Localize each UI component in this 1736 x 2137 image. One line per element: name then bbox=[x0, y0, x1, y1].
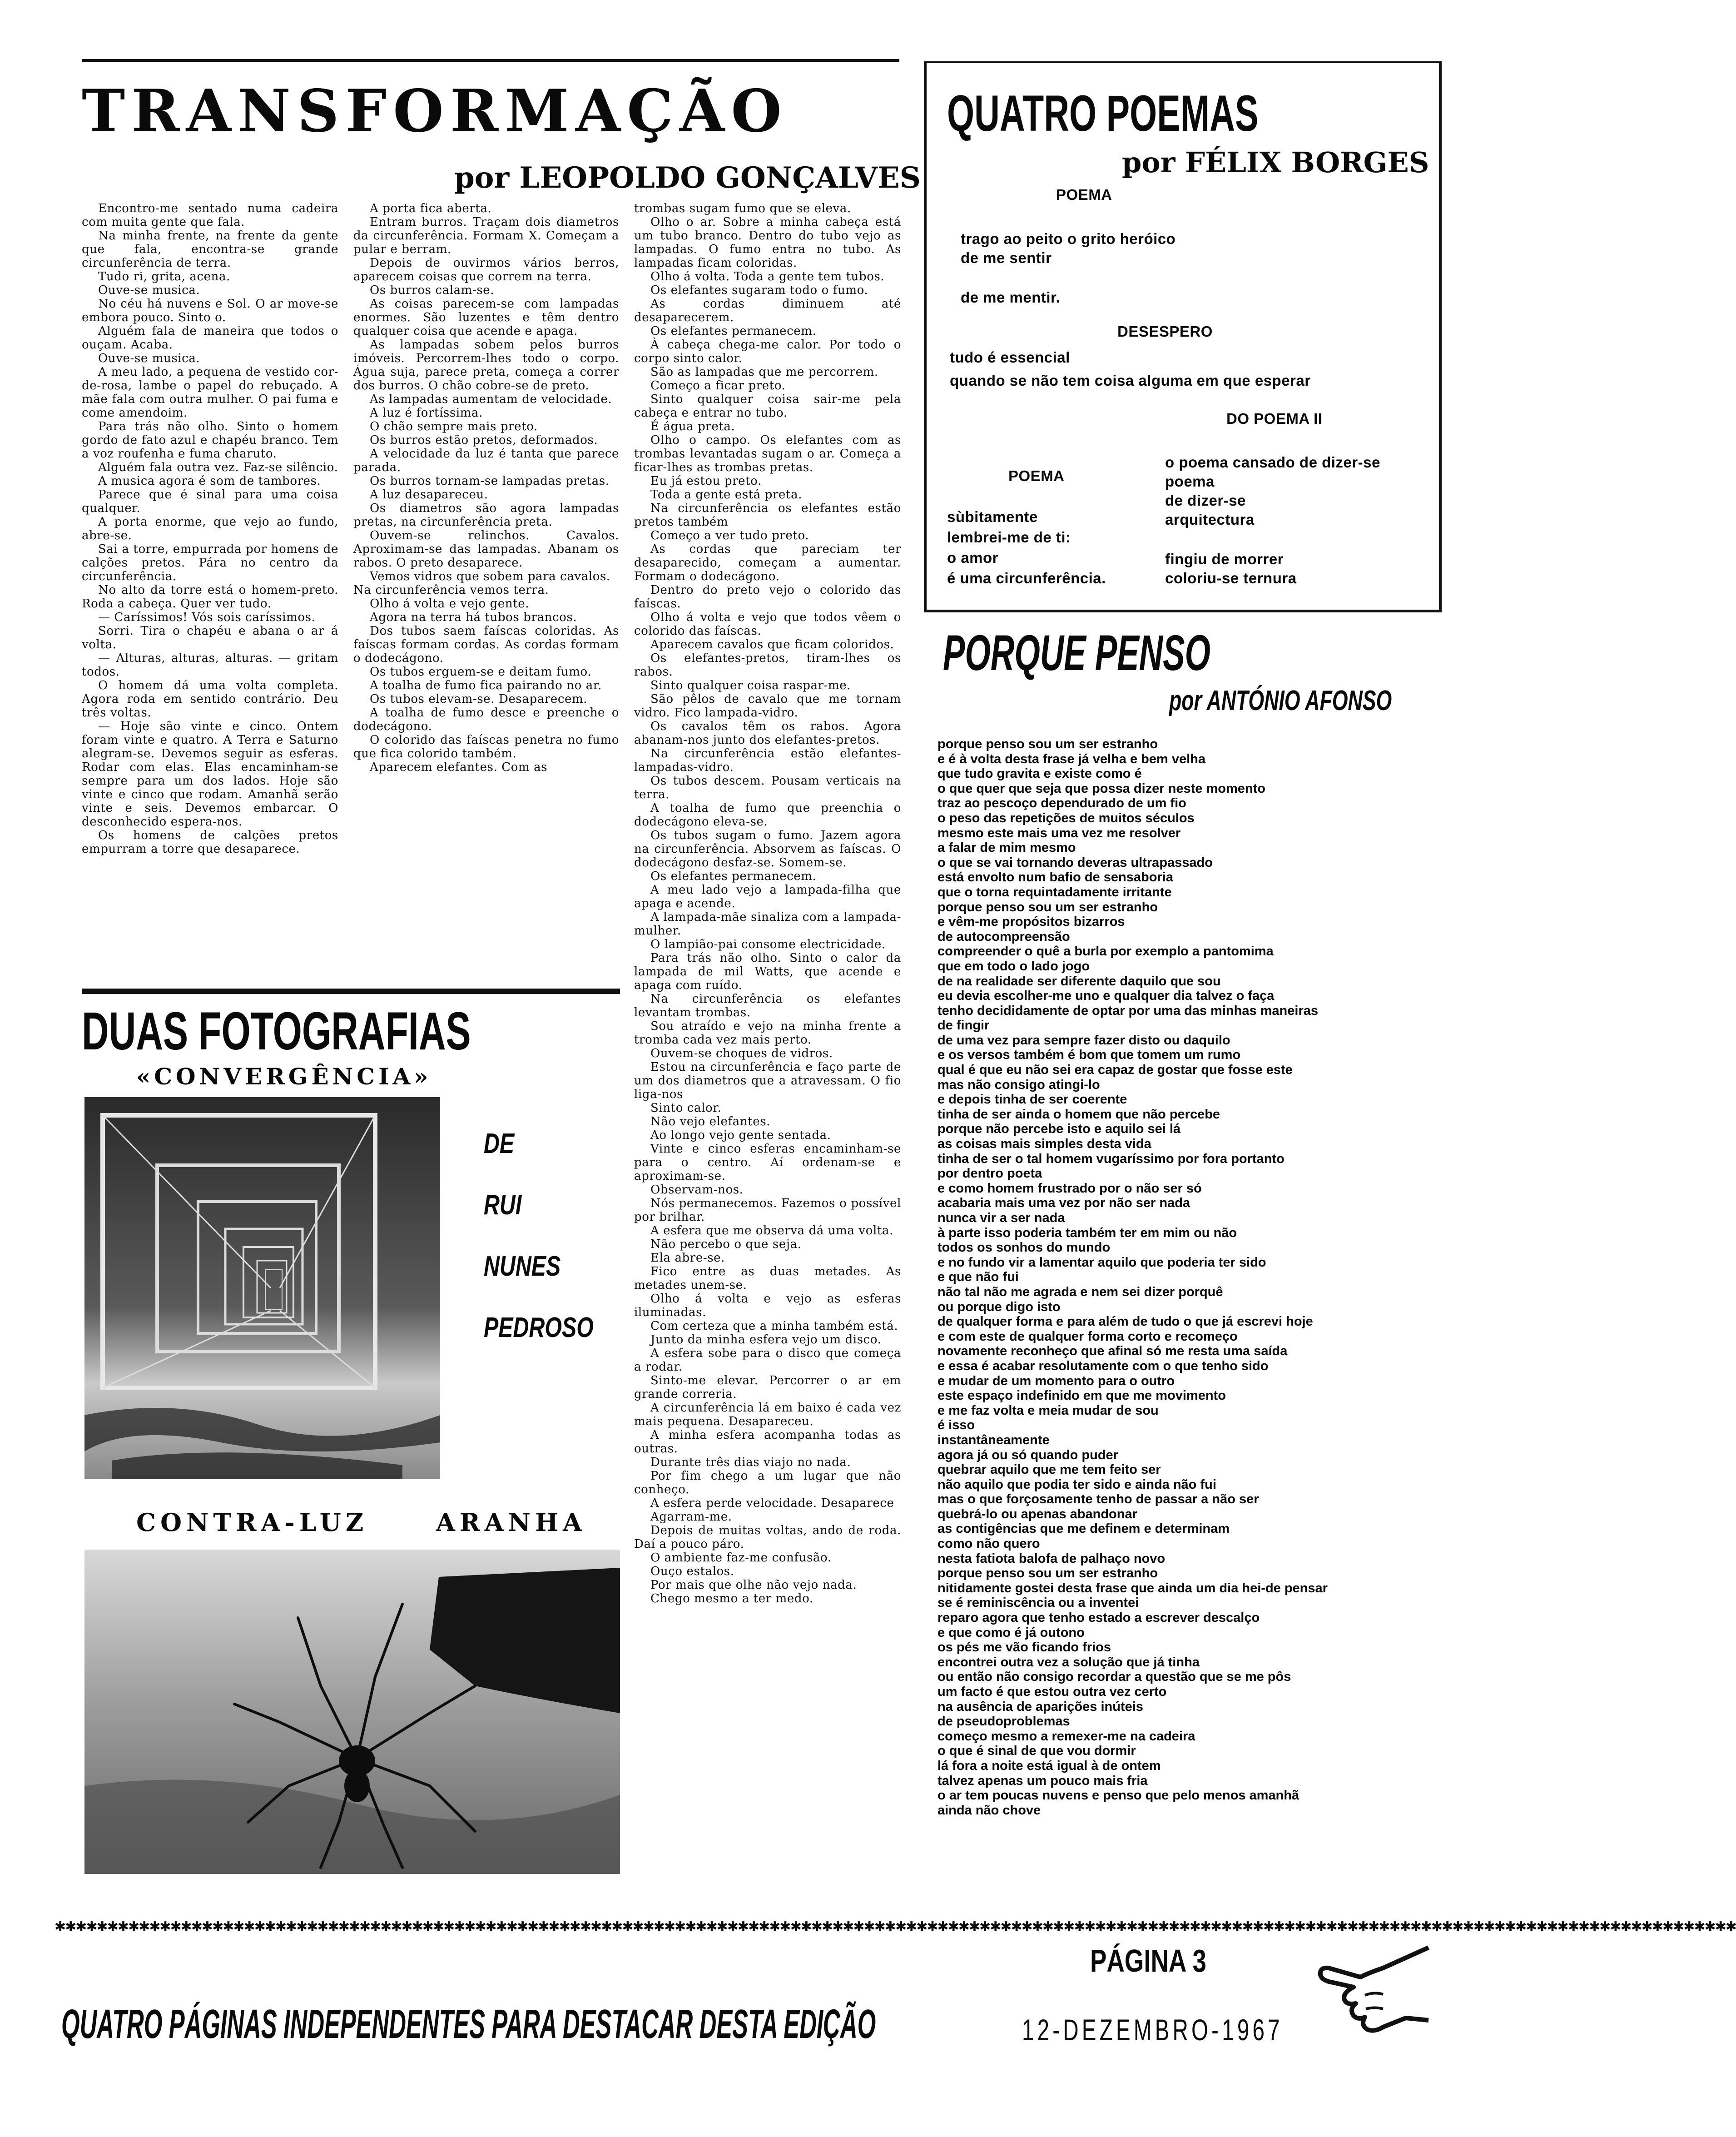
poem-line: não aquilo que podia ter sido e ainda não fui bbox=[937, 1477, 1216, 1492]
do-poema-ii-title: DO POEMA II bbox=[1226, 410, 1323, 427]
article-paragraph: Não percebo o que seja. bbox=[650, 1237, 802, 1251]
poem-line: quebrar aquilo que me tem feito ser bbox=[937, 1462, 1161, 1477]
article-paragraph: Os burros tornam-se lampadas pretas. bbox=[370, 474, 610, 488]
poem-line: o que é sinal de que vou dormir bbox=[937, 1744, 1136, 1759]
article-paragraph: Encontro-me sentado numa cadeira com muita gente que fala. bbox=[82, 202, 338, 229]
do-poema-ii-line: arquitectura bbox=[1165, 511, 1255, 528]
poem-line: o que quer que seja que possa dizer neste momento bbox=[937, 781, 1265, 796]
poem-line: e os versos também é bom que tomem um rumo bbox=[937, 1048, 1241, 1063]
article-paragraph: Na circunferência vemos terra. bbox=[353, 583, 549, 597]
article-column-3 bbox=[634, 202, 901, 1605]
article-paragraph: Sai a torre, empurrada por homens de calções pretos. Pára no centro da circunferência. bbox=[82, 542, 338, 583]
poem-line: nunca vir a ser nada bbox=[937, 1211, 1065, 1225]
article-paragraph: Ouve-se musica. bbox=[98, 352, 200, 365]
article-paragraph: Olho á volta. Toda a gente tem tubos. bbox=[650, 270, 885, 283]
article-paragraph: Alguém fala outra vez. Faz-se silêncio. bbox=[98, 461, 338, 474]
article-paragraph: Os tubos erguem-se e deitam fumo. bbox=[370, 665, 592, 679]
poem-line: e vêm-me propósitos bizarros bbox=[937, 914, 1125, 929]
poem-line: as coisas mais simples desta vida bbox=[937, 1137, 1151, 1152]
article-paragraph: — Alturas, alturas, alturas. — gritam todos. bbox=[82, 651, 338, 679]
article-paragraph: A luz é fortíssima. bbox=[370, 406, 483, 420]
article-paragraph: São as lampadas que me percorrem. bbox=[650, 365, 878, 379]
article-paragraph: Na circunferência os elefantes estão pretos também bbox=[634, 502, 901, 529]
article-paragraph: Nós permanecemos. Fazemos o possível por brilhar. bbox=[634, 1197, 901, 1224]
poem-line: de autocompreensão bbox=[937, 929, 1070, 944]
article-paragraph: A toalha de fumo que preenchia o dodecágono eleva-se. bbox=[634, 801, 901, 829]
article-paragraph: Os cavalos têm os rabos. Agora abanam-nos junto dos elefantes-pretos. bbox=[634, 720, 901, 747]
article-paragraph: — Caríssimos! Vós sois caríssimos. bbox=[98, 611, 316, 624]
poem-line: compreender o quê a burla por exemplo a pantomima bbox=[937, 944, 1274, 959]
photo-credit-line-1: DE bbox=[484, 1128, 515, 1159]
poem-line: tinha de ser o tal homem vugaríssimo por fora portanto bbox=[937, 1151, 1285, 1166]
poem-line: talvez apenas um pouco mais fria bbox=[937, 1773, 1148, 1788]
article-paragraph: A esfera sobe para o disco que começa a rodar. bbox=[634, 1347, 901, 1374]
poem-line: reparo agora que tenho estado a escrever descalço bbox=[937, 1610, 1260, 1625]
article-paragraph: Por fim chego a um lugar que não conheço. bbox=[634, 1469, 901, 1496]
poem-line: quebrá-lo ou apenas abandonar bbox=[937, 1506, 1137, 1521]
pointing-hand-icon bbox=[1315, 1941, 1433, 2045]
do-poema-ii-line: coloriu-se ternura bbox=[1165, 570, 1297, 586]
poem-line: porque não percebe isto e aquilo sei lá bbox=[937, 1122, 1181, 1137]
article-paragraph: Começo a ver tudo preto. bbox=[650, 529, 809, 542]
article-paragraph: As lampadas sobem pelos burros imóveis. Percorrem-lhes todo o corpo. Água suja, parece preta, começa a correr dos burros. O chão cobre-se de preto. bbox=[353, 338, 619, 393]
poem-line: nitidamente gostei desta frase que ainda um dia hei-de pensar bbox=[937, 1580, 1328, 1595]
poem-line: está envolto num bafio de sensaboria bbox=[937, 870, 1173, 885]
article-paragraph: São pêlos de cavalo que me tornam vidro. Fico lampada-vidro. bbox=[634, 692, 901, 720]
poem-line: este espaço indefinido em que me movimento bbox=[937, 1388, 1226, 1403]
article-paragraph: A porta fica aberta. bbox=[370, 202, 492, 215]
article-column-2 bbox=[353, 202, 619, 774]
article-paragraph: Chego mesmo a ter medo. bbox=[650, 1592, 813, 1605]
article-paragraph: O chão sempre mais preto. bbox=[370, 420, 538, 433]
article-paragraph: Ouço estalos. bbox=[650, 1565, 734, 1578]
article-paragraph: Os burros calam-se. bbox=[370, 283, 495, 297]
article-paragraph: Parece que é sinal para uma coisa qualquer. bbox=[82, 488, 338, 515]
poem-line: mesmo este mais uma vez me resolver bbox=[937, 825, 1181, 840]
article-paragraph: Olho á volta e vejo as esferas iluminadas. bbox=[634, 1292, 901, 1319]
article-paragraph: Entram burros. Traçam dois diametros da circunferência. Formam X. Começam a pular e berram. bbox=[353, 215, 619, 256]
article-paragraph: No céu há nuvens e Sol. O ar move-se embora pouco. Sinto o. bbox=[82, 297, 338, 324]
article-paragraph: O lampião-pai consome electricidade. bbox=[650, 938, 886, 951]
poem2-line: é uma circunferência. bbox=[947, 570, 1106, 586]
poem-line: porque penso sou um ser estranho bbox=[937, 737, 1158, 751]
porque-penso-poem bbox=[937, 737, 1328, 1818]
article-paragraph: Sinto qualquer coisa raspar-me. bbox=[650, 679, 851, 692]
article-paragraph: Ouve-se musica. bbox=[98, 283, 200, 297]
poem-line: agora já ou só quando puder bbox=[937, 1447, 1118, 1462]
poem1-line: de me mentir. bbox=[961, 289, 1061, 306]
footer-tagline: QUATRO PÁGINAS INDEPENDENTES PARA DESTACAR DESTA EDIÇÃO bbox=[61, 2002, 876, 2047]
do-poema-ii-line: de dizer-se bbox=[1165, 492, 1246, 509]
article-paragraph: Olho á volta e vejo que todos vêem o colorido das faíscas. bbox=[634, 611, 901, 638]
article-paragraph: Não vejo elefantes. bbox=[650, 1115, 771, 1128]
poem-line: se é reminiscência ou a inventei bbox=[937, 1595, 1139, 1610]
article-paragraph: O homem dá uma volta completa. Agora roda em sentido contrário. Deu três voltas. bbox=[82, 679, 338, 720]
article-paragraph: Os elefantes permanecem. bbox=[650, 870, 817, 883]
article-paragraph: A meu lado, a pequena de vestido cor-de-rosa, lambe o papel do rebuçado. A mãe fala com outra mulher. O pai fuma e come amendoim. bbox=[82, 365, 338, 420]
page-label: PÁGINA 3 bbox=[1090, 1943, 1206, 1978]
article-paragraph: Na circunferência os elefantes levantam trombas. bbox=[634, 992, 901, 1019]
article-paragraph: Para trás não olho. Sinto o homem gordo de fato azul e chapéu branco. Tem a voz roufenha e fuma charuto. bbox=[82, 420, 338, 461]
poem-line: começo mesmo a remexer-me na cadeira bbox=[937, 1729, 1195, 1744]
poem-line: não tal não me agrada e nem sei dizer porquê bbox=[937, 1284, 1223, 1299]
article-paragraph: Alguém fala de maneira que todos o ouçam. Acaba. bbox=[82, 324, 338, 352]
poem1-line: de me sentir bbox=[961, 249, 1052, 266]
article-paragraph: Na minha frente, na frente da gente que fala, encontra-se grande circunferência de terra. bbox=[82, 229, 338, 270]
poem-line: e essa é acabar resolutamente com o que tenho sido bbox=[937, 1358, 1269, 1373]
poem-line: de fingir bbox=[937, 1018, 990, 1033]
photo1-caption: «CONVERGÊNCIA» bbox=[136, 1063, 432, 1090]
poem-line: tenho decididamente de optar por uma das minhas maneiras bbox=[937, 1003, 1318, 1018]
desespero-title: DESESPERO bbox=[1117, 323, 1213, 340]
poem-line: um facto é que estou outra vez certo bbox=[937, 1685, 1167, 1699]
poem2-title: POEMA bbox=[1008, 467, 1065, 484]
poem-line: e no fundo vir a lamentar aquilo que poderia ter sido bbox=[937, 1255, 1266, 1270]
poem-line: mas o que forçosamente tenho de passar a não ser bbox=[937, 1492, 1259, 1507]
article-paragraph: Na circunferência estão elefantes-lampadas-vidro. bbox=[634, 747, 901, 774]
poem-line: lá fora a noite está igual à de ontem bbox=[937, 1758, 1161, 1773]
article-paragraph: Dos tubos saem faíscas coloridas. As faíscas formam cordas. As cordas formam o dodecágono. bbox=[353, 624, 619, 665]
article-paragraph: Vinte e cinco esferas encaminham-se para o centro. Aí ordenam-se e aproximam-se. bbox=[634, 1142, 901, 1183]
poem-line: tinha de ser ainda o homem que não percebe bbox=[937, 1107, 1220, 1122]
poem-line: todos os sonhos do mundo bbox=[937, 1240, 1111, 1255]
poem-line: porque penso sou um ser estranho bbox=[937, 900, 1158, 914]
poem-line: o peso das repetições de muitos séculos bbox=[937, 810, 1195, 825]
article-paragraph: Tudo ri, grita, acena. bbox=[98, 270, 230, 283]
article-paragraph: Aparecem cavalos que ficam coloridos. bbox=[650, 638, 894, 651]
article-paragraph: A meu lado vejo a lampada-filha que apaga e acende. bbox=[634, 883, 901, 910]
do-poema-ii-line: poema bbox=[1165, 473, 1215, 490]
poem-line: qual é que eu não sei era capaz de gostar que fosse este bbox=[937, 1063, 1293, 1078]
photo-convergencia bbox=[84, 1097, 440, 1479]
article-paragraph: Para trás não olho. Sinto o calor da lampada de mil Watts, que acende e apaga com ruído. bbox=[634, 951, 901, 992]
poem-line: é isso bbox=[937, 1418, 975, 1433]
poems-byline: por FÉLIX BORGES bbox=[1122, 146, 1429, 179]
poem-line: como não quero bbox=[937, 1536, 1040, 1551]
do-poema-ii-line: fingiu de morrer bbox=[1165, 551, 1284, 567]
poem-line: ou então não consigo recordar a questão que se me pôs bbox=[937, 1670, 1291, 1685]
article-paragraph: Junto da minha esfera vejo um disco. bbox=[650, 1333, 882, 1347]
poem-line: traz ao pescoço dependurado de um fio bbox=[937, 796, 1186, 811]
article-paragraph: As lampadas aumentam de velocidade. bbox=[370, 393, 612, 406]
article-paragraph: As cordas que pareciam ter desaparecido, começam a aumentar. Formam o dodecágono. bbox=[634, 542, 901, 583]
poem-line: e é à volta desta frase já velha e bem velha bbox=[937, 751, 1205, 766]
poem-line: e me faz volta e meia mudar de sou bbox=[937, 1403, 1159, 1418]
article-paragraph: A musica agora é som de tambores. bbox=[98, 474, 321, 488]
article-paragraph: A toalha de fumo desce e preenche o dodecágono. bbox=[353, 706, 619, 733]
poem1-title: POEMA bbox=[1056, 186, 1112, 203]
article-paragraph: Os diametros são agora lampadas pretas, na circunferência preta. bbox=[353, 502, 619, 529]
article-paragraph: A esfera perde velocidade. Desaparece bbox=[650, 1496, 894, 1510]
poem-line: porque penso sou um ser estranho bbox=[937, 1566, 1158, 1581]
poem-line: de pseudoproblemas bbox=[937, 1714, 1070, 1729]
article-paragraph: Ouvem-se choques de vidros. bbox=[650, 1047, 833, 1060]
section-divider bbox=[82, 989, 620, 994]
poem-line: os pés me vão ficando frios bbox=[937, 1640, 1111, 1655]
article-paragraph: Os burros estão pretos, deformados. bbox=[370, 433, 598, 447]
article-paragraph: Sou atraído e vejo na minha frente a tromba cada vez mais perto. bbox=[634, 1019, 901, 1047]
poem-line: que em todo o lado jogo bbox=[937, 959, 1090, 974]
poem-line: o ar tem poucas nuvens e penso que pelo menos amanhã bbox=[937, 1788, 1300, 1803]
poem-line: e como homem frustrado por o não ser só bbox=[937, 1181, 1202, 1196]
article-paragraph: Sinto-me elevar. Percorrer o ar em grande correria. bbox=[634, 1374, 901, 1401]
article-paragraph: Os tubos sugam o fumo. Jazem agora na circunferência. Absorvem as faíscas. O dodecágono desfaz-se. Somem-se. bbox=[634, 829, 901, 870]
article-paragraph: Dentro do preto vejo o colorido das faíscas. bbox=[634, 583, 901, 611]
article-paragraph: A esfera que me observa dá uma volta. bbox=[650, 1224, 893, 1237]
article-paragraph: — Hoje são vinte e cinco. Ontem foram vinte e quatro. A Terra e Saturno alegram-se. Devemos seguir as esferas. Rodar com elas. Elas encaminham-se sempre para um dos lados. Hoje são vinte e cinco que rodam. Amanhã serão vinte e seis. Devemos embarcar. O desconhecido espera-nos. bbox=[82, 720, 338, 829]
poem-line: nesta fatiota balofa de palhaço novo bbox=[937, 1551, 1166, 1566]
article-paragraph: Fico entre as duas metades. As metades unem-se. bbox=[634, 1265, 901, 1292]
article-paragraph: Começo a ficar preto. bbox=[650, 379, 786, 393]
photo-credit-line-4: PEDROSO bbox=[484, 1312, 594, 1343]
poem-line: ainda não chove bbox=[937, 1803, 1041, 1818]
poem-line: eu devia escolher-me uno e qualquer dia talvez o faça bbox=[937, 989, 1275, 1004]
article-paragraph: A porta enorme, que vejo ao fundo, abre-se. bbox=[82, 515, 338, 542]
photo2-caption-left: CONTRA-LUZ bbox=[136, 1508, 368, 1537]
poem-line: o que se vai tornando deveras ultrapassado bbox=[937, 855, 1213, 870]
poem-line: por dentro poeta bbox=[937, 1166, 1042, 1181]
poem-line: e que não fui bbox=[937, 1270, 1019, 1285]
article-paragraph: O ambiente faz-me confusão. bbox=[650, 1551, 832, 1565]
article-paragraph: Olho á volta e vejo gente. bbox=[370, 597, 530, 611]
article-paragraph: À cabeça chega-me calor. Por todo o corpo sinto calor. bbox=[634, 338, 901, 365]
article-paragraph: No alto da torre está o homem-preto. Roda a cabeça. Quer ver tudo. bbox=[82, 583, 338, 611]
article-paragraph: Os homens de calções pretos empurram a torre que desaparece. bbox=[82, 829, 338, 856]
article-paragraph: Ouvem-se relinchos. Cavalos. Aproximam-se das lampadas. Abanam os rabos. O preto desaparece. bbox=[353, 529, 619, 570]
article-paragraph: Sinto qualquer coisa sair-me pela cabeça e entrar no tubo. bbox=[634, 393, 901, 420]
poem-line: de uma vez para sempre fazer disto ou daquilo bbox=[937, 1033, 1230, 1048]
article-paragraph: Por mais que olhe não vejo nada. bbox=[650, 1578, 857, 1592]
poem-line: que o torna requintadamente irritante bbox=[937, 885, 1172, 900]
article-paragraph: A lampada-mãe sinaliza com a lampada-mulher. bbox=[634, 910, 901, 938]
article-paragraph: Observam-nos. bbox=[650, 1183, 744, 1197]
poem-line: e que como é já outono bbox=[937, 1625, 1085, 1640]
article-paragraph: Eu já estou preto. bbox=[650, 474, 762, 488]
article-paragraph: O colorido das faíscas penetra no fumo que fica colorido também. bbox=[353, 733, 619, 760]
do-poema-ii-line: o poema cansado de dizer-se bbox=[1165, 454, 1380, 471]
article-paragraph: Aparecem elefantes. Com as bbox=[370, 760, 548, 774]
photo-credit-line-2: RUI bbox=[484, 1189, 522, 1221]
star-border: ✱✱✱✱✱✱✱✱✱✱✱✱✱✱✱✱✱✱✱✱✱✱✱✱✱✱✱✱✱✱✱✱✱✱✱✱✱✱✱✱✱✱✱✱✱✱✱✱✱✱✱✱✱✱✱✱✱✱✱✱✱✱✱✱✱✱✱✱✱✱✱✱✱✱✱✱✱✱✱✱✱✱✱✱✱✱✱✱✱✱✱✱✱✱✱✱✱✱✱✱✱✱✱✱✱✱✱✱✱✱✱✱✱✱✱✱✱✱✱✱✱✱✱✱✱✱✱✱✱✱✱✱✱✱✱✱✱✱✱✱✱✱✱✱✱✱✱✱✱✱✱✱✱✱✱✱✱✱✱✱ bbox=[55, 1919, 1736, 1935]
desespero-line: quando se não tem coisa alguma em que esperar bbox=[950, 372, 1311, 389]
article-paragraph: Os elefantes sugaram todo o fumo. bbox=[650, 283, 868, 297]
poem-line: acabaria mais uma vez por não ser nada bbox=[937, 1196, 1190, 1211]
poem2-line: o amor bbox=[947, 549, 999, 566]
article-paragraph: Os tubos elevam-se. Desaparecem. bbox=[370, 692, 588, 706]
article-paragraph: Estou na circunferência e faço parte de um dos diametros que a atravessam. O fio liga-nos bbox=[634, 1060, 901, 1101]
poem2-line: sùbitamente bbox=[947, 508, 1038, 525]
poem-line: mas não consigo atingi-lo bbox=[937, 1077, 1100, 1092]
article-byline: por LEOPOLDO GONÇALVES bbox=[454, 161, 921, 195]
article-paragraph: Os elefantes-pretos, tiram-lhes os rabos. bbox=[634, 651, 901, 679]
article-paragraph: Olho o campo. Os elefantes com as trombas levantadas sugam o ar. Começa a ficar-lhes as trombas pretas. bbox=[634, 433, 901, 474]
porque-penso-title: PORQUE PENSO bbox=[943, 625, 1210, 681]
article-paragraph: Toda a gente está preta. bbox=[650, 488, 803, 502]
article-paragraph: As coisas parecem-se com lampadas enormes. São luzentes e têm dentro qualquer coisa que acende e apaga. bbox=[353, 297, 619, 338]
poem-line: à parte isso poderia também ter em mim ou não bbox=[937, 1225, 1237, 1240]
article-column-1 bbox=[82, 202, 338, 856]
poem-line: e com este de qualquer forma corto e recomeço bbox=[937, 1329, 1238, 1344]
article-paragraph: É água preta. bbox=[650, 420, 735, 433]
desespero-line: tudo é essencial bbox=[950, 349, 1070, 366]
article-paragraph: Depois de muitas voltas, ando de roda. Daí a pouco páro. bbox=[634, 1524, 901, 1551]
photos-title: DUAS FOTOGRAFIAS bbox=[82, 1001, 471, 1061]
top-rule bbox=[82, 59, 899, 62]
article-paragraph: trombas sugam fumo que se eleva. bbox=[634, 202, 851, 215]
poem-line: ou porque digo isto bbox=[937, 1299, 1061, 1314]
poem-line: e mudar de um momento para o outro bbox=[937, 1373, 1175, 1388]
article-paragraph: Durante três dias viajo no nada. bbox=[650, 1456, 851, 1469]
poem2-line: lembrei-me de ti: bbox=[947, 529, 1071, 546]
poem-line: novamente reconheço que afinal só me resta uma saída bbox=[937, 1344, 1288, 1359]
photo2-caption-right: ARANHA bbox=[436, 1508, 586, 1537]
article-paragraph: A luz desapareceu. bbox=[370, 488, 488, 502]
edition-date: 12-DEZEMBRO-1967 bbox=[1022, 2013, 1283, 2047]
article-paragraph: A toalha de fumo fica pairando no ar. bbox=[370, 679, 602, 692]
article-paragraph: A minha esfera acompanha todas as outras. bbox=[634, 1428, 901, 1456]
article-paragraph: Os tubos descem. Pousam verticais na terra. bbox=[634, 774, 901, 801]
article-paragraph: As cordas diminuem até desaparecerem. bbox=[634, 297, 901, 324]
poem-line: instantâneamente bbox=[937, 1432, 1050, 1447]
photo-credit-line-3: NUNES bbox=[484, 1251, 561, 1282]
article-paragraph: Agora na terra há tubos brancos. bbox=[370, 611, 577, 624]
poem-line: que tudo gravita e existe como é bbox=[937, 766, 1142, 781]
article-paragraph: Vemos vidros que sobem para cavalos. bbox=[370, 570, 610, 583]
poem-line: de qualquer forma e para além de tudo o que já escrevi hoje bbox=[937, 1314, 1313, 1329]
poem-line: de na realidade ser diferente daquilo que sou bbox=[937, 974, 1221, 989]
poem-line: e depois tinha de ser coerente bbox=[937, 1092, 1127, 1107]
article-paragraph: Agarram-me. bbox=[650, 1510, 732, 1524]
article-paragraph: Sorri. Tira o chapéu e abana o ar á volta. bbox=[82, 624, 338, 651]
poem-line: na ausência de aparições inúteis bbox=[937, 1699, 1143, 1714]
poems-title: QUATRO POEMAS bbox=[947, 85, 1259, 142]
article-paragraph: A velocidade da luz é tanta que parece parada. bbox=[353, 447, 619, 474]
article-title: TRANSFORMAÇÃO bbox=[82, 77, 788, 145]
poem1-line: trago ao peito o grito heróico bbox=[961, 230, 1176, 247]
porque-penso-byline: por ANTÓNIO AFONSO bbox=[1169, 685, 1392, 716]
article-paragraph: Olho o ar. Sobre a minha cabeça está um tubo branco. Dentro do tubo vejo as lampadas. O fumo entra no tubo. As lampadas ficam coloridas. bbox=[634, 215, 901, 270]
article-paragraph: Com certeza que a minha também está. bbox=[650, 1319, 898, 1333]
article-paragraph: Depois de ouvirmos vários berros, aparecem coisas que correm na terra. bbox=[353, 256, 619, 283]
article-paragraph: A circunferência lá em baixo é cada vez mais pequena. Desapareceu. bbox=[634, 1401, 901, 1428]
photo-aranha bbox=[84, 1550, 620, 1874]
article-paragraph: Sinto calor. bbox=[650, 1101, 722, 1115]
poem-line: a falar de mim mesmo bbox=[937, 840, 1076, 855]
article-paragraph: Ela abre-se. bbox=[650, 1251, 725, 1265]
poem-line: encontrei outra vez a solução que já tinha bbox=[937, 1655, 1200, 1670]
article-paragraph: Ao longo vejo gente sentada. bbox=[650, 1128, 831, 1142]
article-paragraph: Os elefantes permanecem. bbox=[650, 324, 817, 338]
poem-line: as contigências que me definem e determinam bbox=[937, 1521, 1230, 1536]
